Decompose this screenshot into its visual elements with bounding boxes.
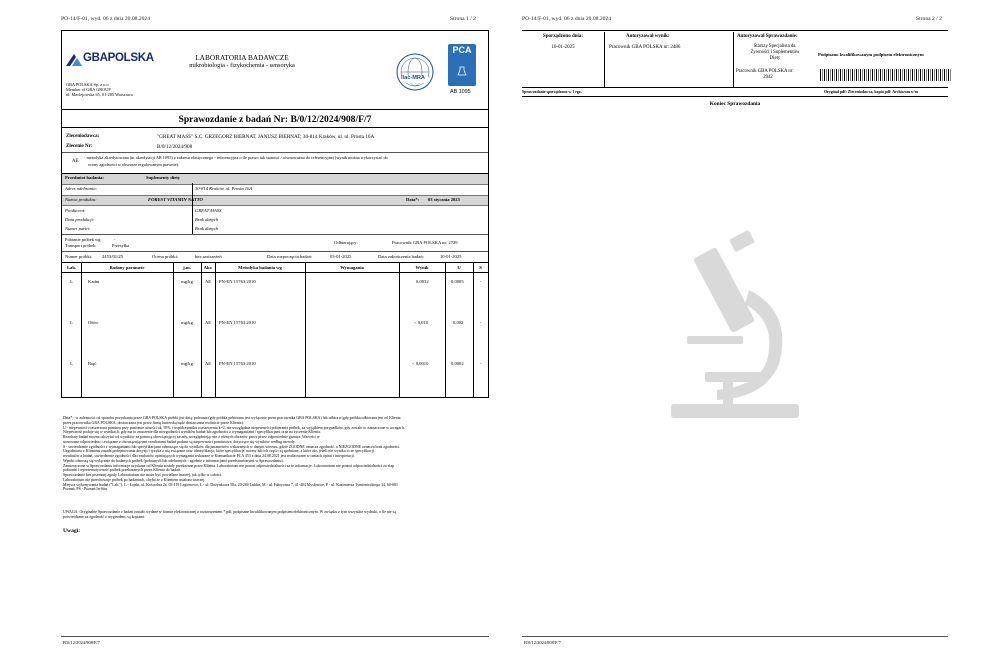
- subject-label: Przedmiot badania:: [65, 175, 104, 180]
- lab-subtitle: mikrobiologia - fizykochemia - sensoryka: [189, 62, 295, 69]
- prepared-label: Sporządzono dnia:: [542, 34, 584, 39]
- authorized-report-line: Pracownik GBA POLSKA nr:: [736, 69, 794, 74]
- prepared-value: 10-01-2025: [551, 45, 575, 50]
- table-cell: AE: [204, 361, 212, 366]
- note-line: Wyniki odnoszą się wyłącznie do badanych próbek (pobranych lub odebranych - zgodnie z informacjami przedstawionymi w Sprawozdaniu).: [63, 458, 284, 463]
- pca-accreditation-number: AB 1095: [450, 89, 471, 95]
- table-cell: -: [479, 320, 482, 325]
- ae-description: - metodyka akredytowana (nr akredytacji AB 1095) z zakresu elastycznego - referencyjna o ile prawo tak stanowi / równoważna do referencyjnej (wynik można wykorzystać do: [84, 155, 388, 160]
- table-cell: L: [70, 361, 73, 366]
- results-table: [62, 262, 488, 397]
- note-line: U - niepewność rozszerzona pomiaru przy poziomie ufności ok. 95% i współczynniku rozszerzenia k=2, nie uwzględnia niepewności pobierania próbek, za wyjątkiem przypadków, gdy zostało to zaznaczone w uwagach.: [63, 425, 405, 430]
- subject-row: [62, 173, 488, 185]
- note-line: Laboratorium nie przechowuje próbek po badaniach, chyba że z Klientem ustalono inaczej.: [63, 477, 206, 482]
- company-address: [66, 82, 146, 97]
- table-cell: mg/kg: [181, 361, 193, 366]
- note-line: pobrania i reprezentatywność próbek przekazanych przez Klienta do badań.: [63, 468, 181, 473]
- product-label: Nazwa produktu:: [65, 197, 97, 202]
- original-notice-line: potwierdzane za zgodność z oryginałem, są kopiami.: [63, 514, 146, 519]
- divider: [399, 262, 400, 397]
- transport-label: Transport próbek:: [65, 243, 97, 248]
- company-line: GBA POLSKA Sp. z o.o.: [66, 82, 110, 87]
- table-cell: 0,002: [453, 320, 464, 325]
- original-notice: [63, 510, 489, 520]
- divider: [62, 109, 488, 110]
- end-date-label: Data zakończenia badań:: [378, 254, 424, 259]
- table-cell: < 0,0010: [412, 361, 429, 366]
- microscope-watermark-icon: [665, 230, 805, 430]
- table-cell: L: [70, 279, 73, 284]
- divider: [62, 272, 488, 273]
- table-cell: mg/kg: [181, 279, 193, 284]
- report-title: Sprawozdanie z badań Nr: B/0/12/2024/908/F/7: [178, 114, 372, 125]
- divider: [445, 262, 446, 397]
- page2-footer: B/0/12/2024/908/F/7: [524, 640, 561, 645]
- signature-text: Podpisano kwalifikowanym podpisem elektronicznym: [818, 52, 924, 57]
- page1-footer: B/0/12/2024/908/F/7: [63, 640, 100, 645]
- col-header-requirements: Wymagania: [340, 265, 364, 270]
- product-row: [62, 195, 488, 206]
- product-value: FOREST VITAMIN NATTO: [148, 197, 203, 202]
- ilac-globe-icon: [395, 52, 435, 92]
- company-line: ul. Maclejowska 65, 01-285 Warszawa: [66, 92, 133, 97]
- end-of-report: Koniec Sprawozdania: [709, 101, 761, 107]
- original-notice-line: UWAGA: Oryginalne Sprawozdanie z badań zostało wydane w formie elektronicznej z rozszerzeniem *.pdf, podpisane kwalifikowanym podpisem elektronicznym. W związku z tym wszystkie wydruki, o ile nie są: [63, 510, 396, 514]
- role-line: Starszy Specjalista ds.: [753, 44, 797, 49]
- divider: [62, 152, 488, 153]
- receiver-value: Pracownik GBA POLSKA nr: 2729: [392, 240, 458, 245]
- date-label: Data*:: [406, 197, 420, 202]
- receiver-label: Odbierający:: [334, 240, 358, 245]
- table-cell: PN-EN 15763:2010: [219, 361, 256, 366]
- subject-value: Suplementy diety: [146, 175, 181, 180]
- original-distribution-text: Oryginał pdf: Zleceniodawca, kopia pdf: Archiwum w/m: [824, 90, 919, 94]
- col-header-u: U: [457, 265, 461, 270]
- note-line: rezultatów z badań, stwierdzenie zgodności dla rezultatów opiniujących wymagania wskazane w Komunikacie PCA 353 z dnia 24.08.2021 jest realizowane w ramach opinii i interpretacji.: [63, 454, 355, 458]
- assessment-value: bez zastrzeżeń: [195, 254, 222, 259]
- ae-label: AE: [72, 159, 79, 164]
- note-line: S - stwierdzenie zgodności z wymaganiami lub specyfikacjami odnoszące się do wyników dla parametrów wskazanych w danym wierszu, gdzie ZGODNE oznacza zgodność, a NIEZGODNE oznacza brak zgodności.: [63, 444, 401, 449]
- table-cell: mg/kg: [181, 320, 193, 325]
- col-header-akr: Akr.: [203, 265, 213, 270]
- footer-line: [61, 636, 489, 637]
- table-cell: -: [479, 361, 482, 366]
- footer-line: [522, 636, 948, 637]
- divider: [62, 127, 488, 128]
- start-date-value: 03-01-2025: [330, 254, 352, 259]
- assessment-label: Ocena próbki:: [152, 254, 179, 259]
- sampling-label: Pobranie próbek wg:: [65, 237, 102, 242]
- note-line: przez pracownika GBA POLSKA, dostarczana jest przez firmę kurierską bądź dostarczana osobiście przez Klienta).: [63, 420, 244, 425]
- company-line: Member of GBA GROUP: [66, 87, 111, 92]
- table-cell: 0,0032: [416, 279, 429, 284]
- table-cell: AE: [204, 320, 212, 325]
- order-label: Zlecenie Nr:: [66, 144, 93, 149]
- table-cell: AE: [204, 279, 212, 284]
- table-cell: PN-EN 15763:2010: [219, 320, 256, 325]
- copies-text: Sprawozdanie sporządzono w 1 egz.: [522, 90, 582, 94]
- table-cell: Rtęć: [88, 361, 97, 366]
- page2-page-number: Strona 2 / 2: [916, 16, 942, 22]
- batch-value: Brak danych: [195, 226, 219, 231]
- col-header-unit: j.m.: [183, 265, 191, 270]
- producer-label: Producent:: [65, 208, 86, 213]
- client-label: Zleceniodawca:: [66, 134, 100, 139]
- page1-form-code: PO-14/F-01, wyd. 06 z dnia 20.08.2024: [61, 16, 151, 22]
- authorized-report-role: [734, 44, 816, 61]
- report-notes: [63, 416, 489, 492]
- authorized-result-label: Autoryzował wynik:: [626, 34, 670, 39]
- production-date-label: Data produkcji:: [65, 217, 95, 222]
- table-cell: 0,0002: [451, 361, 464, 366]
- col-header-s: S: [479, 265, 482, 270]
- transport-value: Przesyłka: [112, 243, 130, 248]
- note-line: Sprawozdanie bez pisemnej zgody Laboratorium nie może być powielane inaczej, jak tylko w całości.: [63, 473, 223, 477]
- table-cell: -: [479, 279, 482, 284]
- start-date-label: Data rozpoczęcia badań:: [267, 254, 313, 259]
- divider: [215, 262, 216, 397]
- date-value: 03 stycznia 2025: [428, 197, 460, 202]
- pca-label: PCA: [452, 45, 472, 55]
- note-line: stosowane odpowiednio i związane z obowiązującymi rezultatami badań podane są niepewności pomiarowe, dotyczące się wyników według metody.: [63, 439, 296, 444]
- divider: [81, 262, 82, 397]
- address-label: Adres odebrania:: [65, 186, 98, 191]
- address-value: 30-814 Kraków, ul. Prosta 16A: [195, 186, 253, 191]
- divider: [522, 30, 948, 31]
- client-value: "GREAT MASS" S.C. GRZEGORZ BIERNAT, JANUSZ BIERNAT; 30-814 Kraków, ul. ul. Prosta 16A: [157, 134, 375, 140]
- note-line: Niepewność podaje się w wynikach, gdy ma to znaczenie dla niezgodności wyników badań lub zgodności z wymaganiami / specyfikacjami oraz na życzenie Klienta.: [63, 430, 321, 435]
- col-header-param: Badany parametr: [109, 265, 145, 270]
- report-page-1: [61, 30, 489, 398]
- ilac-mra-emblem: [395, 52, 435, 92]
- pca-badge: [448, 44, 476, 86]
- divider: [305, 262, 306, 397]
- lab-title: LABORATORIA BADAWCZE: [195, 53, 289, 62]
- end-date-value: 10-01-2025: [440, 254, 462, 259]
- page2-form-code: PO-14/F-01, wyd. 06 z dnia 20.08.2024: [522, 16, 612, 22]
- sampling-value: -: [114, 237, 116, 242]
- note-line: Zamieszczone w Sprawozdaniu informacje uzyskane od Klienta zostały przekazane przez Klienta. Laboratorium nie ponosi odpowiedzialności za te informacje. Laboratorium nie ponosi odpowiedzialności za etap: [63, 463, 395, 468]
- production-date-value: Brak danych: [195, 217, 219, 222]
- divider: [62, 251, 488, 252]
- batch-label: Numer partii:: [65, 226, 91, 231]
- gba-logo-text: GBAPOLSKA: [83, 52, 154, 64]
- table-cell: Ołów: [88, 320, 99, 325]
- authorized-report-line: 2942: [763, 74, 773, 80]
- divider: [522, 96, 948, 97]
- page1-page-number: Strona 1 / 2: [450, 16, 476, 22]
- document-barcode: [820, 69, 952, 81]
- table-cell: L: [70, 320, 73, 325]
- divider: [192, 183, 193, 234]
- remarks-label: Uwagi:: [63, 528, 81, 534]
- col-header-result: Wynik: [415, 265, 429, 270]
- divider: [604, 32, 605, 87]
- divider: [62, 234, 488, 235]
- ilac-caption: ilac-MRA: [401, 75, 425, 81]
- authorized-report-label: Autoryzował Sprawozdanie:: [737, 34, 798, 39]
- note-line: Data* - w zależności od sposobu pozyskania przez GBA POLSKA próbki jest datą: pobrania (gdy próbka pobierana jest wyłącznie przez pracownika GBA POLSKA) lub odbioru (gdy próbka odbierana jest od Klienta: [63, 416, 401, 420]
- note-line: Uzgodniona z Klientem zasada podejmowania decyzji i ryzyka z nią związane oraz identyfikacja, które specyfikacje, normy lub ich części są spełnione, a które nie, jeżeli nie wynika to ze specyfikacji.: [63, 449, 375, 454]
- table-cell: < 0,010: [414, 320, 429, 325]
- authorized-report-value: [736, 69, 800, 81]
- role-line: Żywności i Suplementów: [750, 49, 800, 55]
- note-line: Miejsca wykonywania badań ("Lab."): L - Łajski, ul. Kościelna 2a, 05-119 Legionowo, L - ul. Dożynkowa 50a, 20-280 Lublin, M - ul. Fabryczna 7, 41-404 Mysłowice, P - ul. Kazimierza Tymienieckiego 34, 60-681: [63, 482, 398, 487]
- table-cell: 0,0005: [451, 279, 464, 284]
- col-header-method: Metodyka badania wg: [238, 265, 282, 270]
- role-line: Diety: [769, 55, 781, 61]
- table-cell: Kadm: [88, 279, 100, 284]
- producer-value: GREAT MASS: [195, 208, 222, 213]
- gba-triangle-icon: [66, 54, 82, 66]
- col-header-lab: Lab.: [66, 265, 77, 270]
- pca-flask-icon: [457, 66, 467, 76]
- sample-number-value: 2453/01/25: [102, 254, 123, 259]
- authorization-block: [522, 30, 948, 99]
- note-line: Rezultaty badań można odczytać od wyników za pomocą obowiązującej zasady, uwzględniając nie z różnych obrazów pracy przez odpowiednie granice. Wartości te: [63, 435, 320, 439]
- note-line: Poznań, PS - Poznań In-Situ: [63, 487, 108, 492]
- ae-description: oceny zgodności w obszarze regulowanym prawnie).: [88, 162, 180, 167]
- order-value: B/0/12/2024/908: [157, 144, 193, 150]
- gba-logo: [66, 52, 154, 71]
- sample-number-label: Numer próbki:: [65, 254, 93, 259]
- divider: [522, 87, 948, 88]
- authorized-result-value: Pracownik GBA POLSKA nr: 2486: [609, 45, 681, 50]
- table-cell: PN-EN 15763:2010: [219, 279, 256, 284]
